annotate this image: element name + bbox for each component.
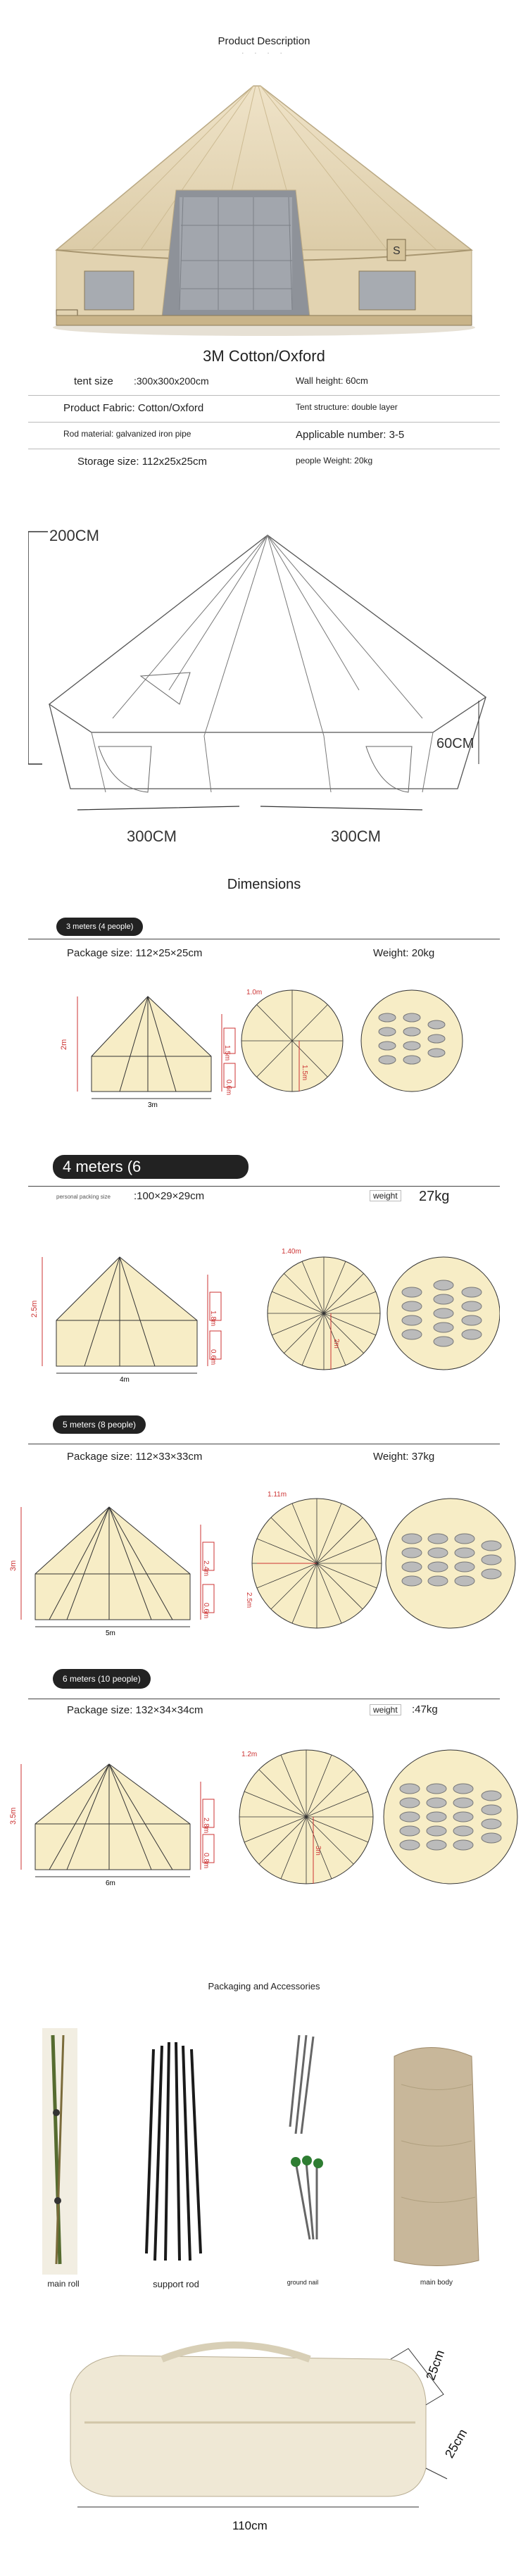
size-6m-base: 6m — [106, 1880, 115, 1887]
bag-depth-label: 25cm — [441, 2426, 470, 2461]
ground-nail-label: ground nail — [287, 2279, 319, 2286]
size-5m-pole: 2.4m — [202, 1561, 210, 1577]
main-roll-icon — [42, 2028, 77, 2275]
spec-row-2 — [28, 395, 500, 423]
size-3m-base: 3m — [148, 1101, 158, 1109]
spec-tent-size-value: :300x300x200cm — [134, 375, 209, 387]
size-4m-radius: 2m — [332, 1339, 340, 1349]
spec-fabric: Product Fabric: Cotton/Oxford — [63, 402, 204, 414]
size-4m-package-label: personal packing size — [56, 1194, 111, 1200]
size-6m-wall: 0.8m — [202, 1853, 210, 1869]
size-3m-package: Package size: 112×25×25cm — [67, 947, 203, 959]
size-3m-wall: 0.6m — [225, 1080, 232, 1096]
size-6m-package: Package size: 132×34×34cm — [67, 1704, 203, 1716]
size-6m-seg: 1.2m — [241, 1751, 258, 1758]
size-4m-pole: 1.8m — [209, 1311, 217, 1327]
size-4m-divider — [28, 1186, 500, 1187]
size-4m-base: 4m — [120, 1376, 130, 1384]
support-rod-icon — [146, 2042, 201, 2261]
product-name: 3M Cotton/Oxford — [203, 347, 325, 365]
size-6m-weight-label: weight — [370, 1704, 401, 1715]
ground-nail-icon — [290, 2035, 323, 2239]
spec-tent-size-label: tent size — [74, 375, 113, 387]
size-5m-weight: Weight: 37kg — [373, 1451, 435, 1463]
main-body-label: main body — [420, 2279, 453, 2287]
accessories-title: Packaging and Accessories — [208, 1981, 320, 1992]
size-4m-package: :100×29×29cm — [134, 1190, 205, 1202]
size-4m-seg: 1.40m — [282, 1248, 301, 1256]
size-6m-badge[interactable]: 6 meters (10 people) — [53, 1669, 151, 1689]
size-3m-height: 2m — [60, 1039, 68, 1050]
bag-height-label: 25cm — [423, 2348, 448, 2382]
size-3m-seg: 1.0m — [246, 989, 263, 996]
size-3m-badge[interactable]: 3 meters (4 people) — [56, 918, 143, 936]
size-5m-wall: 0.6m — [202, 1603, 210, 1619]
hero-flap-label: S — [393, 245, 401, 257]
size-5m-drawings — [7, 1486, 521, 1641]
size-6m-pole: 2.8m — [202, 1818, 210, 1834]
diagram-wall-label: 60CM — [436, 736, 474, 751]
main-body-icon — [394, 2048, 479, 2266]
size-5m-base: 5m — [106, 1630, 115, 1637]
page-title: Product Description — [218, 35, 310, 47]
accessories-image — [28, 2028, 507, 2296]
spec-storage: Storage size: 112x25x25cm — [77, 456, 207, 468]
spec-wall-height: Wall height: 60cm — [296, 375, 368, 386]
size-5m-badge[interactable]: 5 meters (8 people) — [53, 1415, 146, 1434]
size-5m-radius: 2.5m — [245, 1592, 253, 1608]
spec-rod: Rod material: galvanized iron pipe — [63, 429, 191, 439]
diagram-width-right: 300CM — [331, 827, 381, 845]
dimensions-title: Dimensions — [227, 877, 301, 892]
size-3m-drawings — [56, 986, 493, 1109]
spec-applicable: Applicable number: 3-5 — [296, 429, 405, 441]
size-6m-weight: :47kg — [412, 1703, 438, 1715]
size-6m-height: 3.5m — [9, 1807, 18, 1825]
tent-line-diagram — [28, 521, 507, 845]
size-4m-weight-label: weight — [370, 1190, 401, 1201]
bag-length-label: 110cm — [232, 2519, 268, 2532]
spec-structure: Tent structure: double layer — [296, 402, 398, 412]
support-rod-label: support rod — [153, 2279, 199, 2289]
diagram-width-left: 300CM — [127, 827, 177, 845]
size-5m-height: 3m — [9, 1560, 18, 1571]
title-divider: · · · · — [241, 49, 287, 57]
size-3m-pole: 1.5m — [223, 1045, 231, 1061]
carry-bag-image — [56, 2317, 479, 2542]
size-4m-drawings — [28, 1243, 500, 1384]
size-3m-radius: 1.5m — [301, 1065, 308, 1081]
main-roll-label: main roll — [47, 2279, 80, 2289]
size-4m-weight: 27kg — [419, 1189, 450, 1204]
size-3m-weight: Weight: 20kg — [373, 947, 435, 959]
size-6m-drawings — [7, 1746, 521, 1901]
size-4m-badge[interactable]: 4 meters (6 — [53, 1155, 249, 1179]
hero-tent-image — [42, 77, 486, 338]
size-6m-radius: 3m — [314, 1846, 322, 1856]
spec-row-1 — [28, 368, 500, 396]
spec-weight: people Weight: 20kg — [296, 456, 373, 465]
diagram-height-label: 200CM — [49, 527, 99, 544]
spec-row-4 — [28, 449, 500, 475]
size-5m-seg: 1.11m — [268, 1491, 287, 1499]
size-5m-package: Package size: 112×33×33cm — [67, 1451, 203, 1463]
size-4m-height: 2.5m — [30, 1300, 39, 1318]
spec-row-3 — [28, 422, 500, 449]
size-4m-wall: 0.6m — [209, 1349, 217, 1365]
